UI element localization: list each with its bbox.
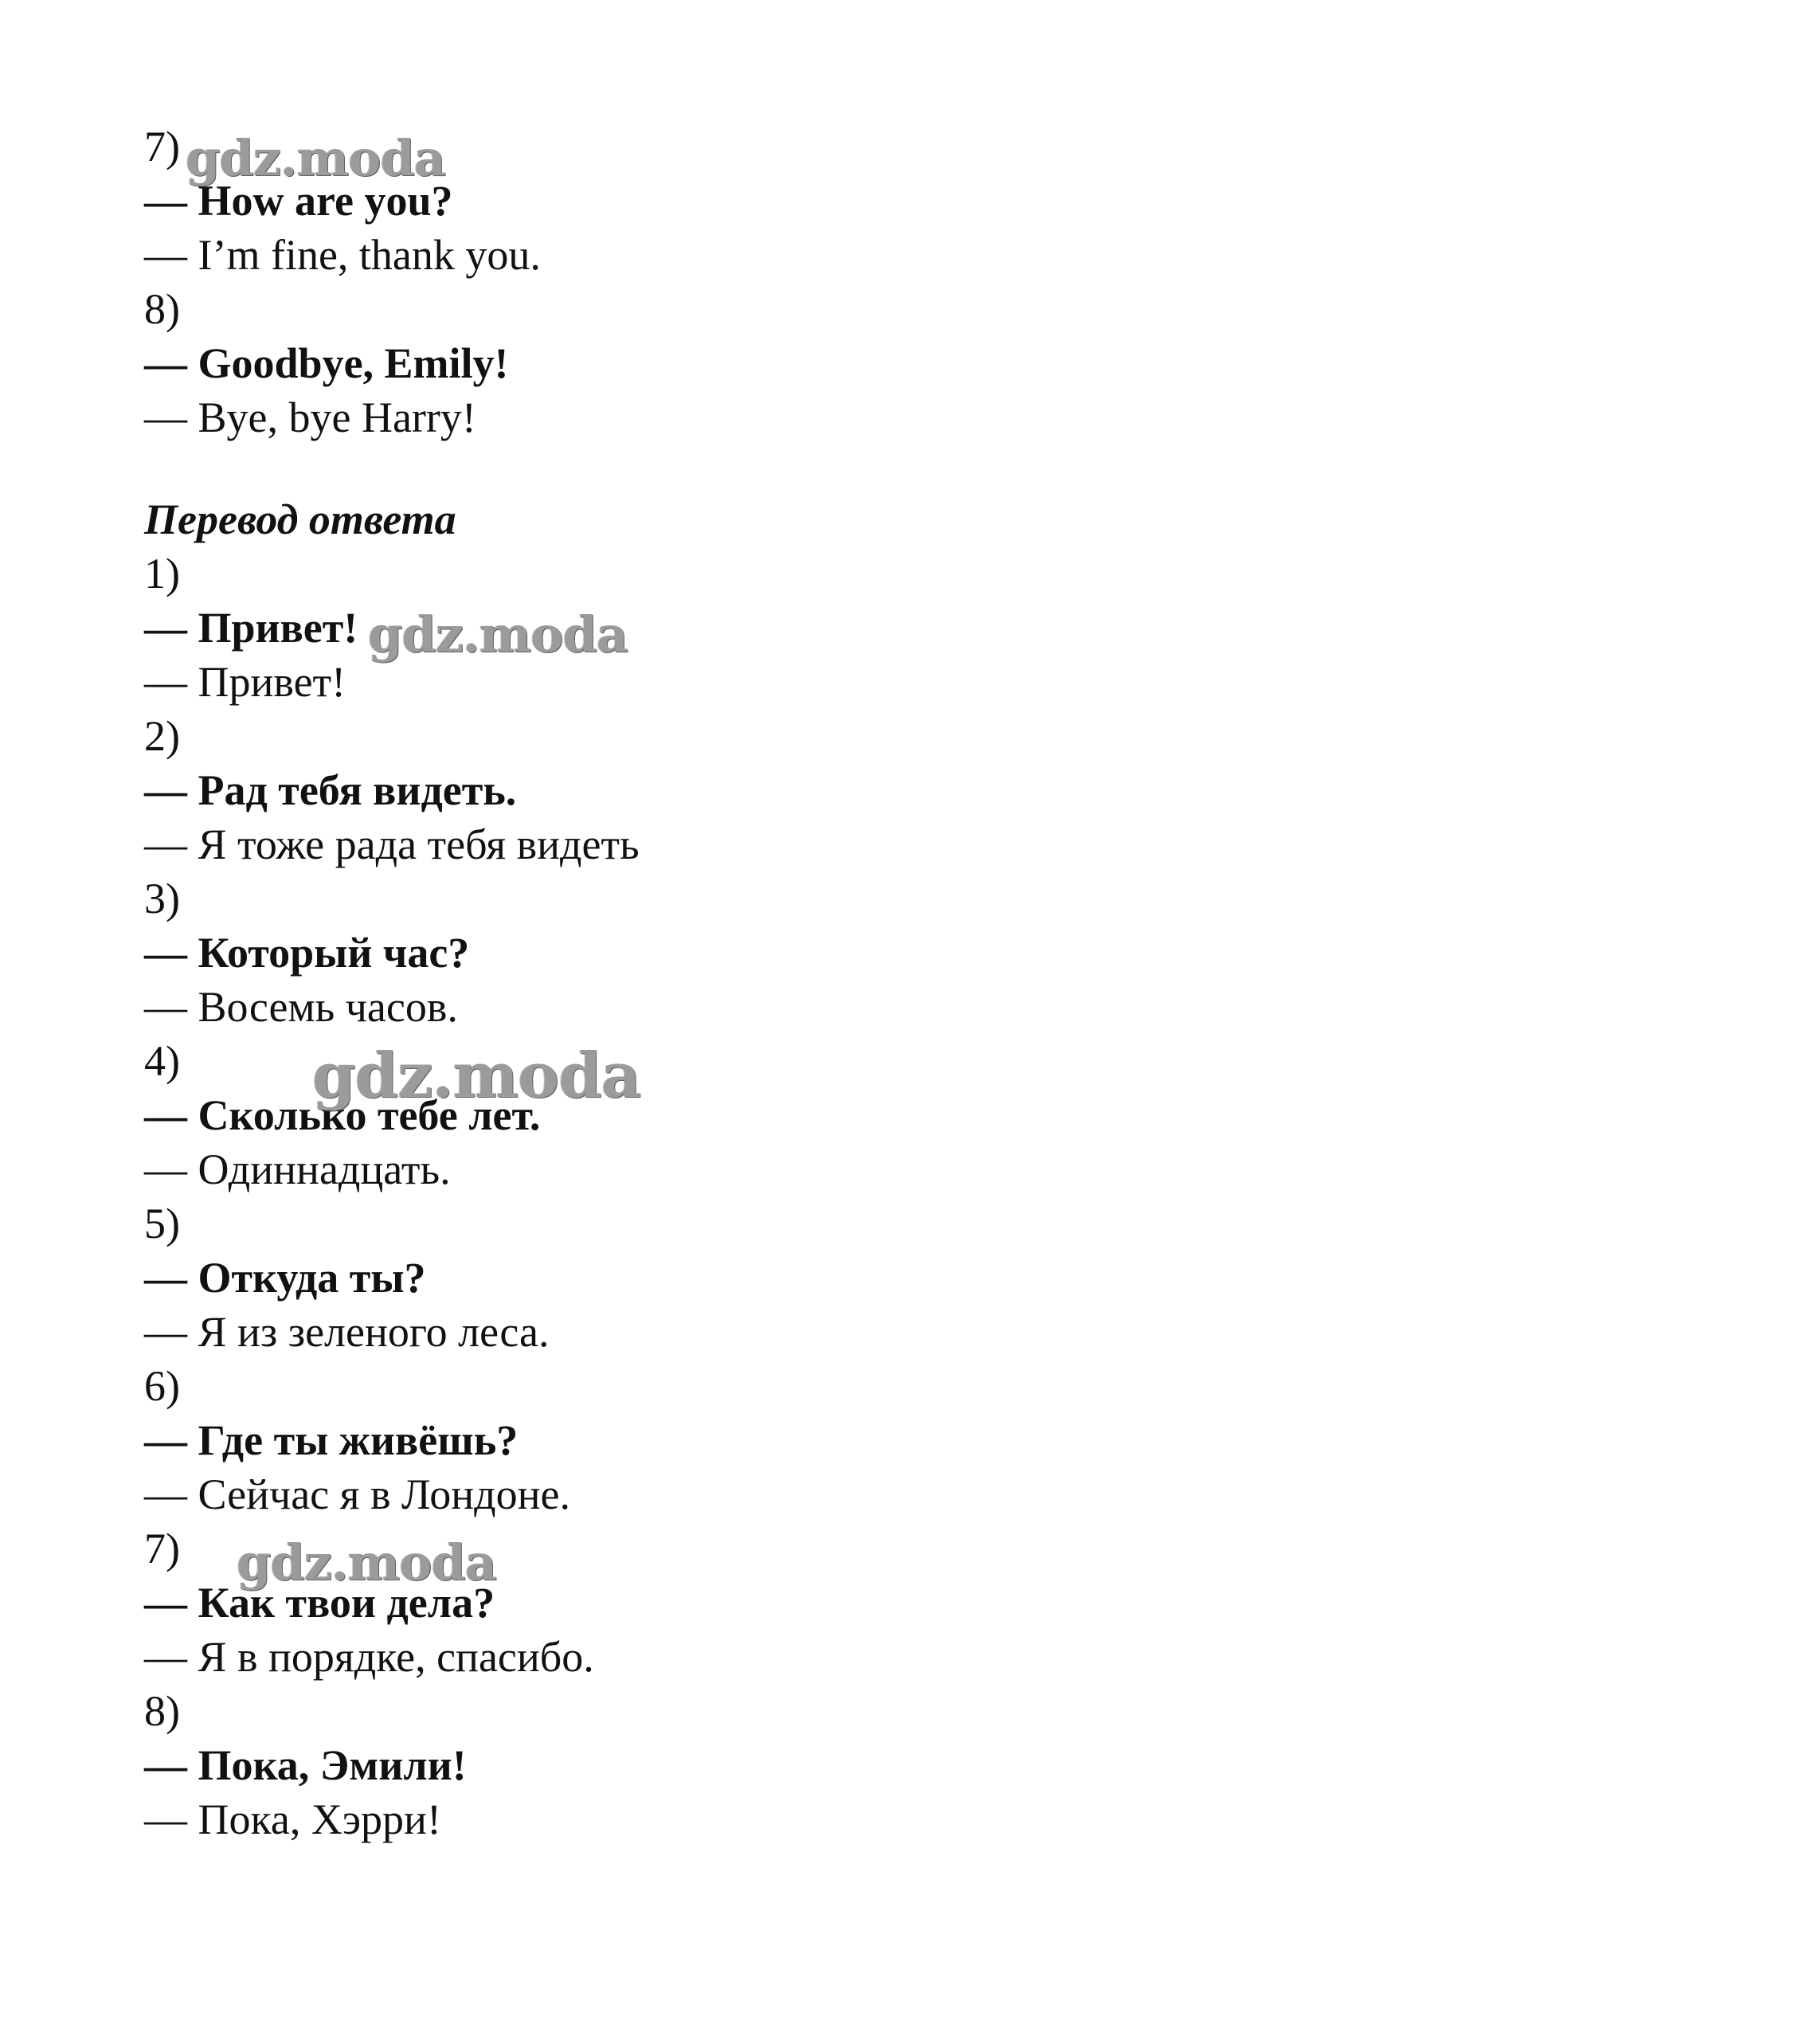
watermark-logo: gdz.moda [312, 1040, 641, 1112]
item-number: 3) [144, 875, 180, 922]
item-number: 8) [144, 1687, 180, 1735]
dialogue-question: — Пока, Эмили! [144, 1741, 467, 1789]
dialogue-question: — Где ты живёшь? [144, 1416, 519, 1464]
dialogue-answer: — Я из зеленого леса. [144, 1308, 550, 1356]
watermark-logo: gdz.moda [186, 129, 445, 187]
dialogue-question: — Goodbye, Emily! [144, 339, 509, 387]
dialogue-answer: — Пока, Хэрри! [144, 1795, 441, 1843]
dialogue-question: — Рад тебя видеть. [144, 766, 517, 814]
item-number: 6) [144, 1362, 180, 1410]
dialogue-question: — How are you? [144, 177, 453, 225]
item-number: 8) [144, 285, 180, 333]
dialogue-answer: — Я в порядке, спасибо. [144, 1633, 594, 1681]
dialogue-answer: — Восемь часов. [144, 983, 458, 1031]
russian-section [144, 546, 1658, 1846]
dialogue-question: — Откуда ты? [144, 1254, 426, 1302]
item-number: 4) [144, 1037, 180, 1085]
item-number: 1) [144, 550, 180, 597]
dialogue-question: — Сколько тебе лет. [144, 1091, 541, 1139]
dialogue-answer: — I’m fine, thank you. [144, 231, 541, 279]
dialogue-question: — Привет! [144, 604, 358, 652]
translation-heading: Перевод ответа [144, 495, 456, 543]
section-gap [144, 444, 1658, 492]
item-number: 7) [144, 123, 180, 170]
dialogue-answer: — Одиннадцать. [144, 1145, 451, 1193]
item-number: 7) [144, 1525, 180, 1572]
watermark-logo: gdz.moda [237, 1533, 496, 1592]
dialogue-question: — Который час? [144, 929, 470, 977]
dialogue-answer: — Привет! [144, 658, 346, 706]
dialogue-question: — Как твои дела? [144, 1579, 495, 1627]
dialogue-answer: — Bye, bye Harry! [144, 394, 476, 441]
item-number: 5) [144, 1200, 180, 1247]
dialogue-answer: — Сейчас я в Лондоне. [144, 1470, 570, 1518]
watermark-logo: gdz.moda [368, 605, 628, 664]
dialogue-answer: — Я тоже рада тебя видеть [144, 820, 640, 868]
item-number: 2) [144, 712, 180, 760]
